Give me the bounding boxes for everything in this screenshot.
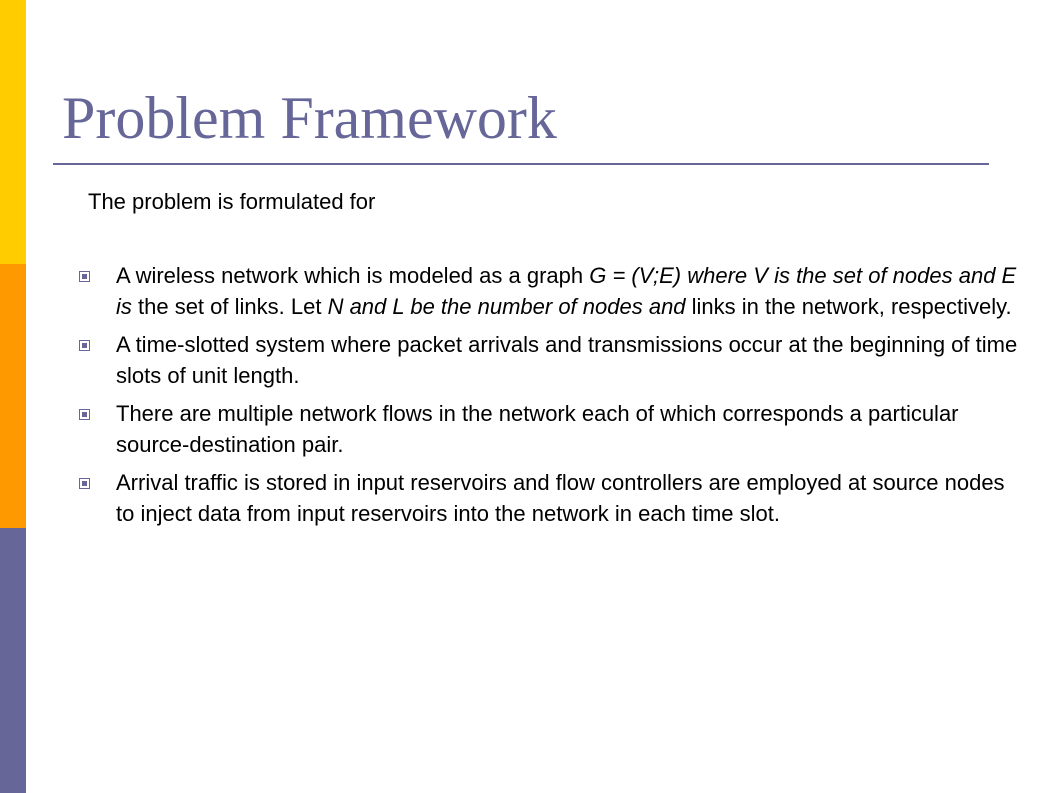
square-bullet-icon	[79, 340, 90, 351]
intro-text: The problem is formulated for	[88, 189, 376, 214]
accent-bar-purple	[0, 528, 26, 793]
bullet-text-segment: There are multiple network flows in the network each of which corresponds a particular source-destination pair.	[116, 401, 959, 457]
square-bullet-icon	[79, 409, 90, 420]
square-bullet-icon	[79, 478, 90, 489]
bullet-text-segment: A time-slotted system where packet arrivals and transmissions occur at the beginning of time slots of unit length.	[116, 332, 1018, 388]
bullet-text-segment: A wireless network which is modeled as a graph	[116, 263, 590, 288]
bullet-text	[116, 332, 1017, 388]
bullet-item	[76, 260, 1026, 322]
square-bullet-icon	[79, 271, 90, 282]
side-accent-bar	[0, 0, 26, 793]
bullet-text-segment: N and L be the number of nodes and	[327, 294, 686, 319]
title-underline	[53, 163, 989, 165]
bullet-text	[116, 470, 1005, 526]
accent-bar-yellow	[0, 0, 26, 264]
bullet-text-segment: links in the network, respectively.	[685, 294, 1012, 319]
bullet-text-segment: the set of links. Let	[131, 294, 328, 319]
accent-bar-orange	[0, 264, 26, 528]
slide-title: Problem Framework	[62, 85, 557, 151]
bullet-text-segment: G = (V;E) where V is the set of nodes and E is	[116, 263, 1017, 319]
bullet-text	[116, 401, 959, 457]
bullet-list	[76, 260, 1026, 536]
bullet-item	[76, 398, 1026, 460]
bullet-item	[76, 329, 1026, 391]
bullet-text	[116, 263, 1016, 319]
bullet-item	[76, 467, 1026, 529]
bullet-text-segment: Arrival traffic is stored in input reservoirs and flow controllers are employed at source nodes to inject data from input reservoirs into the network in each time slot.	[116, 470, 1005, 526]
